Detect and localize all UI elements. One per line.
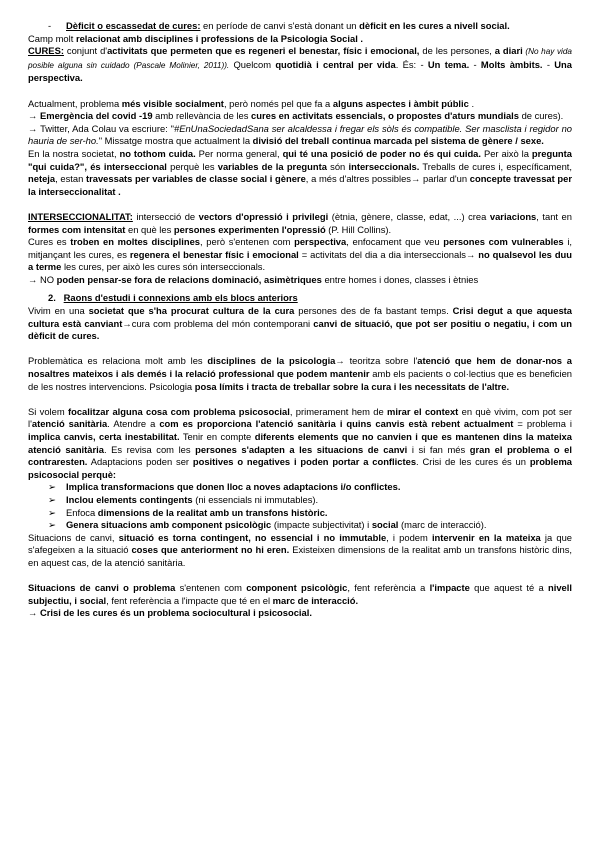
conclusion-paragraph: → Crisi de les cures és un problema sociocultural i psicosocial. [28, 607, 312, 619]
section-2-heading: 2. Raons d'estudi i connexions amb els blocs anteriors [48, 292, 298, 304]
no-poden-paragraph: → NO poden pensar-se fora de relacions dominació, asimètriques entre homes i dones, classes i ètnies [28, 273, 479, 285]
twitter-paragraph: → Twitter, Ada Colau va escriure: "#EnUnaSociedadSana ser alcaldessa i fregar els sòls és compatible. Ser masclista i regidor no hauria de ser-ho." Missatge mostra que actualment la divisió del treball continua marcada pel sistema de gènere / sexe. [28, 122, 572, 147]
arrow-bullet-icon: ➢ [48, 519, 56, 531]
societat-paragraph: En la nostra societat, no tothom cuida. Per norma general, qui té una posició de poder no és qui cuida. Per això la pregunta "qui cuida?", és interseccional perquè les variables de la pregunta són interseccionals. Treballs de cures i, específicament, neteja, estan travessats per variables de classe social i gènere, a més d'altres possibles→ parlar d'un concepte travessat per la interseccionalitat . [28, 147, 572, 197]
spacer [28, 393, 572, 406]
spacer [28, 198, 572, 211]
list-item: ➢ Implica transformacions que donen lloc a noves adaptacions i/o conflictes. [48, 481, 401, 493]
arrow-bullet-icon: ➢ [48, 506, 56, 518]
arrow-bullet-icon: ➢ [48, 481, 56, 493]
deficit-paragraph: Dèficit o escassedat de cures: en període de canvi s'està donant un dèficit en les cures a nivell social. [66, 20, 510, 31]
cures-definition-paragraph: CURES: conjunt d'activitats que permeten que es regeneri el benestar, físic i emocional, de les persones, a diari (No hay vida posible alguna sin cuidado (Pascale Molinier, 2011)). Quelcom quotidià i central per vida. És: - Un tema. - Molts àmbits. - Una perspectiva. [28, 45, 572, 84]
spacer [28, 343, 572, 356]
situacions-problema-paragraph: Situacions de canvi o problema s'entenen com component psicològic, fent referència a l'impacte que aquest té a nivell subjectiu, i social, fent referència a l'impacte que té en el marc de interacció. [28, 582, 572, 606]
spacer [28, 85, 572, 98]
dash-marker: - [48, 20, 52, 31]
cures-disciplines-paragraph: Cures es troben en moltes disciplines, però s'entenen com perspectiva, enfocament que veu persones com vulnerables i, mitjançant les cures, es regenera el benestar físic i emocional = activitats del dia a dia interseccionals→ no qualsevol les duu a terme les cures, per això les cures són interseccionals. [28, 236, 573, 273]
deficit-bullet [28, 20, 572, 33]
interseccionalitat-paragraph: INTERSECCIONALITAT: intersecció de vectors d'opressió i privilegi (ètnia, gènere, classe, edat, ...) crea variacions, tant en formes com intensitat en què les persones experimenten l'opressió (P. Hill Collins). [28, 210, 572, 235]
focalitzar-paragraph: Si volem focalitzar alguna cosa com problema psicosocial, primerament hem de mirar el context en què vivim, com pot ser l'atenció sanitària. Atendre a com es proporciona l'atenció sanitària i quins canvis està rebent actualment = problema i implica canvis, certa inestabilitat. Tenir en compte diferents elements que no canvien i que es mantenen dins la mateixa atenció sanitària. Es revisa com les persones s'adapten a les situacions de canvi i si fan més gran el problema o el contraresten. Adaptacions poden ser positives o negatives i poden portar a conflictes. Crisi de les cures és un problema psicosocial perquè: [28, 405, 573, 480]
list-item: ➢ Genera situacions amb component psicològic (impacte subjectivitat) i social (marc de interacció). [48, 519, 487, 531]
arrow-bullet-icon: ➢ [48, 493, 56, 505]
reasons-list [28, 481, 572, 531]
list-item: ➢ Inclou elements contingents (ni essencials ni immutables). [48, 493, 319, 505]
actualment-paragraph: Actualment, problema més visible socialment, però només pel que fa a alguns aspectes i àmbit públic . [28, 97, 475, 109]
spacer [28, 570, 572, 583]
camp-paragraph: Camp molt relacionat amb disciplines i professions de la Psicologia Social . [28, 32, 364, 44]
vivim-paragraph: Vivim en una societat que s'ha procurat cultura de la cura persones des de fa bastant temps. Crisi degut a que aquesta cultura està canviant→cura com problema del món contemporani canvi de situació, que pot ser positiu o negatiu, i com un dèficit de cures. [28, 305, 572, 342]
covid-paragraph: → Emergència del covid -19 amb rellevància de les cures en activitats essencials, o propostes d'aturs mundials de cures). [28, 110, 564, 122]
situacions-canvi-paragraph: Situacions de canvi, situació es torna contingent, no essencial i no immutable, i podem intervenir en la mateixa ja que s'afegeixen a la situació coses que anteriorment no hi eren. Existeixen dimensions de la realitat amb un transfons històric dins, en aquest cas, de la atenció sanitària. [28, 531, 573, 568]
problematica-paragraph: Problemàtica es relaciona molt amb les disciplines de la psicologia→ teoritza sobre l'atenció que hem de donar-nos a nosaltres mateixos i als demés i la relació professional que podem mantenir amb els pacients o col·lectius que es beneficien de les nostres intervencions. Psicologia posa límits i tracta de treballar sobre la cura i les necessitats de l'altre. [28, 355, 573, 392]
list-item: ➢ Enfoca dimensions de la realitat amb un transfons històric. [48, 506, 328, 518]
